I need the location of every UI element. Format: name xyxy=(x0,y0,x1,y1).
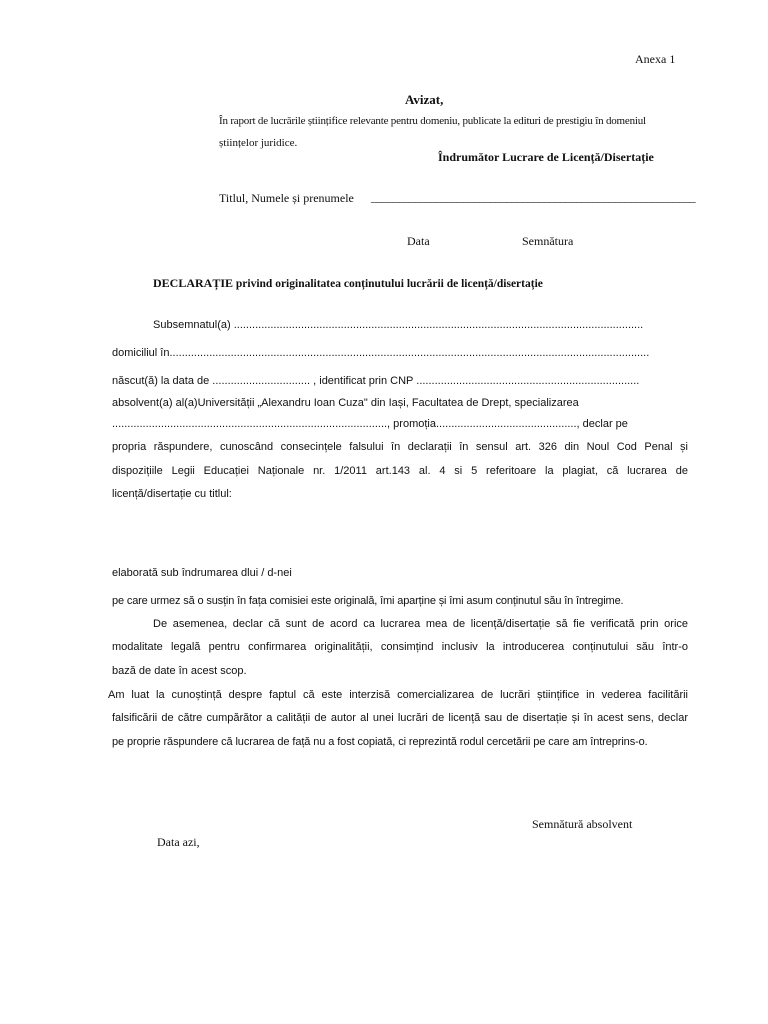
verification-line2: modalitate legală pentru confirmarea originalității, consimțind inclusiv la introducerea conținutului său într-o xyxy=(112,641,688,653)
date-label: Data xyxy=(407,234,430,248)
responsibility-line2: dispozițiile Legii Educației Naționale nr. 1/2011 art.143 al. 4 si 5 referitoare la plagiat, că lucrarea de xyxy=(112,465,688,477)
specialization-line: .........................................................................................., promoția.............................................., declar pe xyxy=(112,418,628,430)
undersigned-line: Subsemnatul(a) ...................................................................................................................................... xyxy=(153,319,644,331)
declaration-title xyxy=(153,276,543,292)
coordinator-heading: Îndrumător Lucrare de Licență/Disertație xyxy=(438,150,654,164)
commerce-line2: falsificării de către cumpărător a calității de autor al unei lucrări de licență sau de disertație și în acest sens, declar xyxy=(112,712,688,724)
declaration-title-word: DECLARAȚIE xyxy=(153,276,234,290)
name-field-label: Titlul, Numele și prenumele xyxy=(219,191,354,205)
signature-label: Semnătura xyxy=(522,234,574,248)
domicile-line: domiciliul în............................................................................................................................................................. xyxy=(112,347,650,359)
commerce-line3: pe proprie răspundere că lucrarea de față nu a fost copiată, ci reprezintă rodul cercetării pe care am întreprins-o. xyxy=(112,736,648,748)
declaration-title-rest: privind originalitatea conținutului lucrării de licență/disertație xyxy=(233,278,543,290)
annex-label: Anexa 1 xyxy=(635,52,676,66)
name-field-blank: ____________________________________________________________ xyxy=(371,190,696,204)
graduate-signature-label: Semnătură absolvent xyxy=(532,817,633,831)
verification-line3: bază de date în acest scop. xyxy=(112,665,247,677)
responsibility-line3: licență/disertație cu titlul: xyxy=(112,488,232,500)
responsibility-line1: propria răspundere, cunoscând consecințele falsului în declarații în sensul art. 326 din Noul Cod Penal și xyxy=(112,441,688,453)
today-date-label: Data azi, xyxy=(157,835,200,849)
originality-statement: pe care urmez să o susțin în fața comisiei este originală, îmi aparține și îmi asum conținutul său în întregime. xyxy=(112,595,624,607)
aviz-text-line1: În raport de lucrările științifice relevante pentru domeniu, publicate la edituri de prestigiu în domeniul xyxy=(219,115,646,127)
graduate-line: absolvent(a) al(a)Universității „Alexandru Ioan Cuza" din Iași, Facultatea de Drept, specializarea xyxy=(112,397,579,409)
aviz-title: Avizat, xyxy=(405,92,444,107)
verification-line1: De asemenea, declar că sunt de acord ca lucrarea mea de licență/disertație să fie verificată prin orice xyxy=(153,618,688,630)
birth-cnp-line: născut(ă) la data de ................................ , identificat prin CNP ......................................................................... xyxy=(112,375,640,387)
aviz-text-line2: științelor juridice. xyxy=(219,137,298,149)
supervised-by-line: elaborată sub îndrumarea dlui / d-nei xyxy=(112,567,292,579)
commerce-line1: Am luat la cunoștință despre faptul că este interzisă comercializarea de lucrări științifice in vederea facilitării xyxy=(108,689,688,701)
